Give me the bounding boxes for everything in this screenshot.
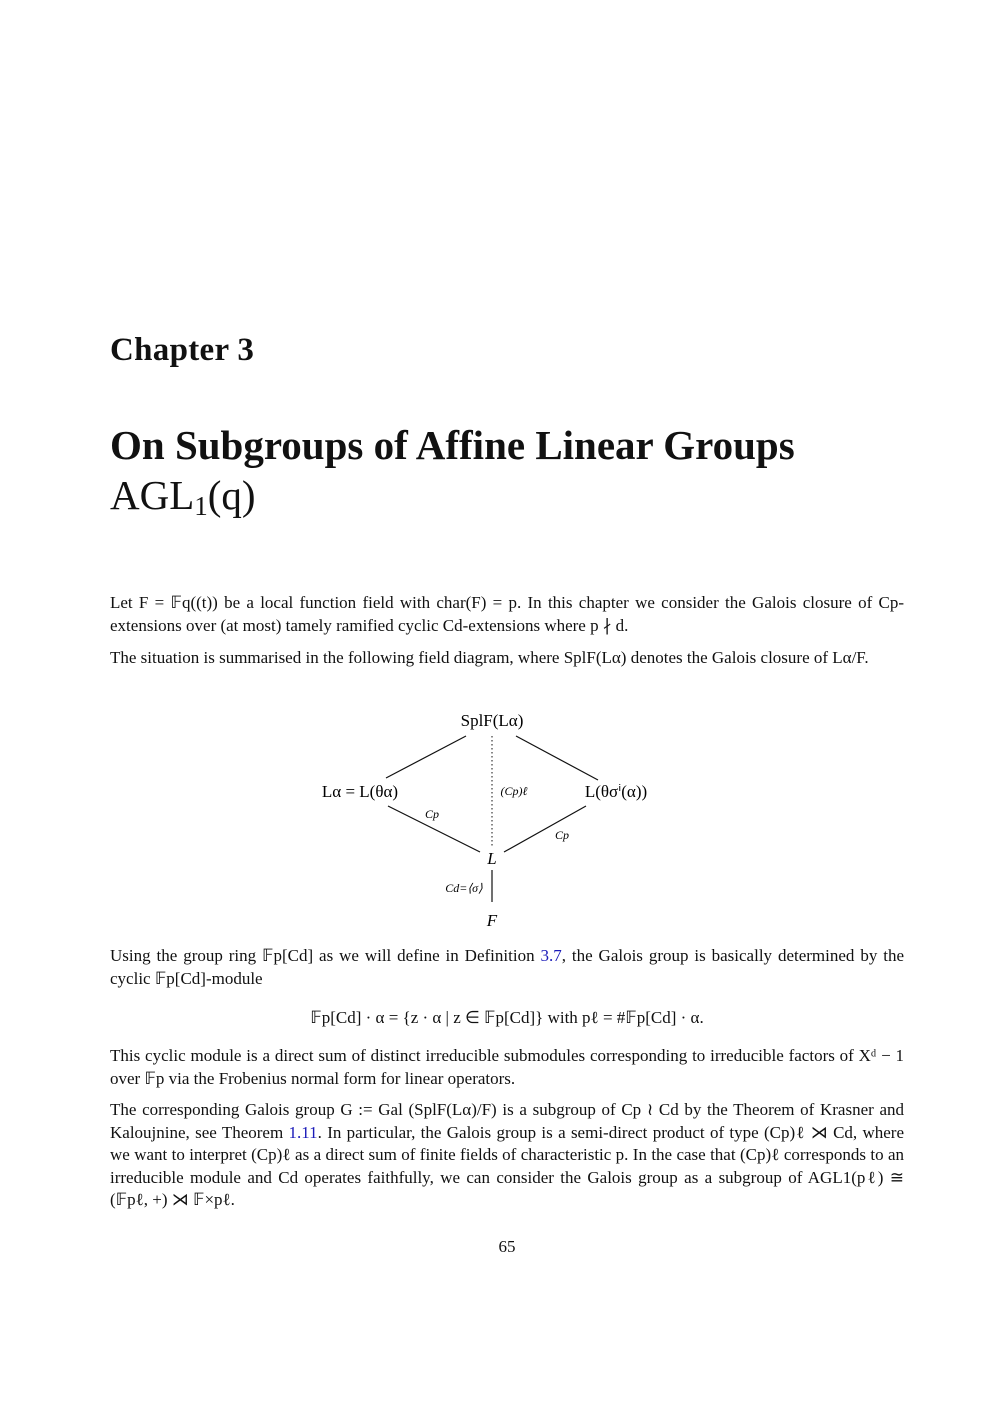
paragraph-cyclic-module: This cyclic module is a direct sum of distinct irreducible submodules corresponding to irreducible factors of Xᵈ − 1 over 𝔽p via the Frobenius normal form for linear operators.: [110, 1046, 904, 1088]
theorem-link[interactable]: 1.11: [288, 1122, 318, 1142]
chapter-title-line1: On Subgroups of Affine Linear Groups: [110, 422, 795, 468]
node-bottom: F: [486, 911, 498, 930]
chapter-label: Chapter 3: [110, 332, 255, 368]
paragraph-intro: Let F = 𝔽q((t)) be a local function field with char(F) = p. In this chapter we consider the Galois closure of Cp-extensions over (at most) tamely ramified cyclic Cd-extensions where p ∤ d.: [110, 593, 904, 635]
paragraph-galois-group-b: . In particular, the Galois group is a semi-direct product of type (Cp)ℓ ⋊ Cd, where we want to interpret (Cp)ℓ as a direct sum of finite fields of characteristic p. In the case that (Cp)ℓ corresponds to an irreducible module and Cd operates faithfully, we can consider the Galois group as a subgroup of AGL1(pℓ) ≅ (𝔽pℓ, +) ⋊ 𝔽×pℓ.: [110, 1122, 905, 1209]
page-number: 65: [498, 1237, 516, 1256]
node-left: Lα = L(θα): [321, 782, 399, 801]
chapter-title: [110, 420, 904, 531]
edge-top-right: [516, 736, 598, 780]
paragraph-group-ring-a: Using the group ring 𝔽p[Cd] as we will define in Definition: [110, 946, 541, 965]
label-center: (Cp)ℓ: [500, 784, 528, 798]
node-right: L(θσⁱ(α)): [584, 782, 648, 801]
label-right: Cp: [554, 828, 570, 842]
label-vertical: Cd=⟨σ⟩: [445, 881, 483, 895]
chapter-title-q: (q): [207, 472, 256, 518]
paragraph-galois-group-a: The corresponding Galois group G := Gal (SplF(Lα)/F) is a subgroup of Cp ≀ Cd by the Theorem of Krasner and Kaloujnine, see Theorem: [110, 1100, 904, 1142]
display-equation: 𝔽p[Cd] · α = {z · α | z ∈ 𝔽p[Cd]} with pℓ = #𝔽p[Cd] · α.: [310, 1008, 704, 1027]
field-diagram: [290, 700, 690, 940]
chapter-title-line2: [110, 470, 904, 531]
definition-link[interactable]: 3.7: [540, 946, 562, 965]
label-left: Cp: [424, 807, 440, 821]
node-middle: L: [487, 849, 497, 868]
edge-top-left: [386, 736, 466, 778]
node-top: SplF(Lα): [460, 711, 524, 730]
paragraph-galois-group: [110, 1099, 904, 1212]
paragraph-diagram-intro: The situation is summarised in the following field diagram, where SplF(Lα) denotes the Galois closure of Lα/F.: [110, 648, 869, 667]
paragraph-group-ring: [110, 945, 904, 990]
chapter-title-sub: 1: [194, 491, 208, 521]
chapter-title-agl: AGL: [110, 472, 195, 518]
edge-right-middle: [504, 806, 586, 852]
paragraph-group-ring-b: , the Galois group is basically determined by the cyclic 𝔽p[Cd]-module: [110, 946, 904, 988]
